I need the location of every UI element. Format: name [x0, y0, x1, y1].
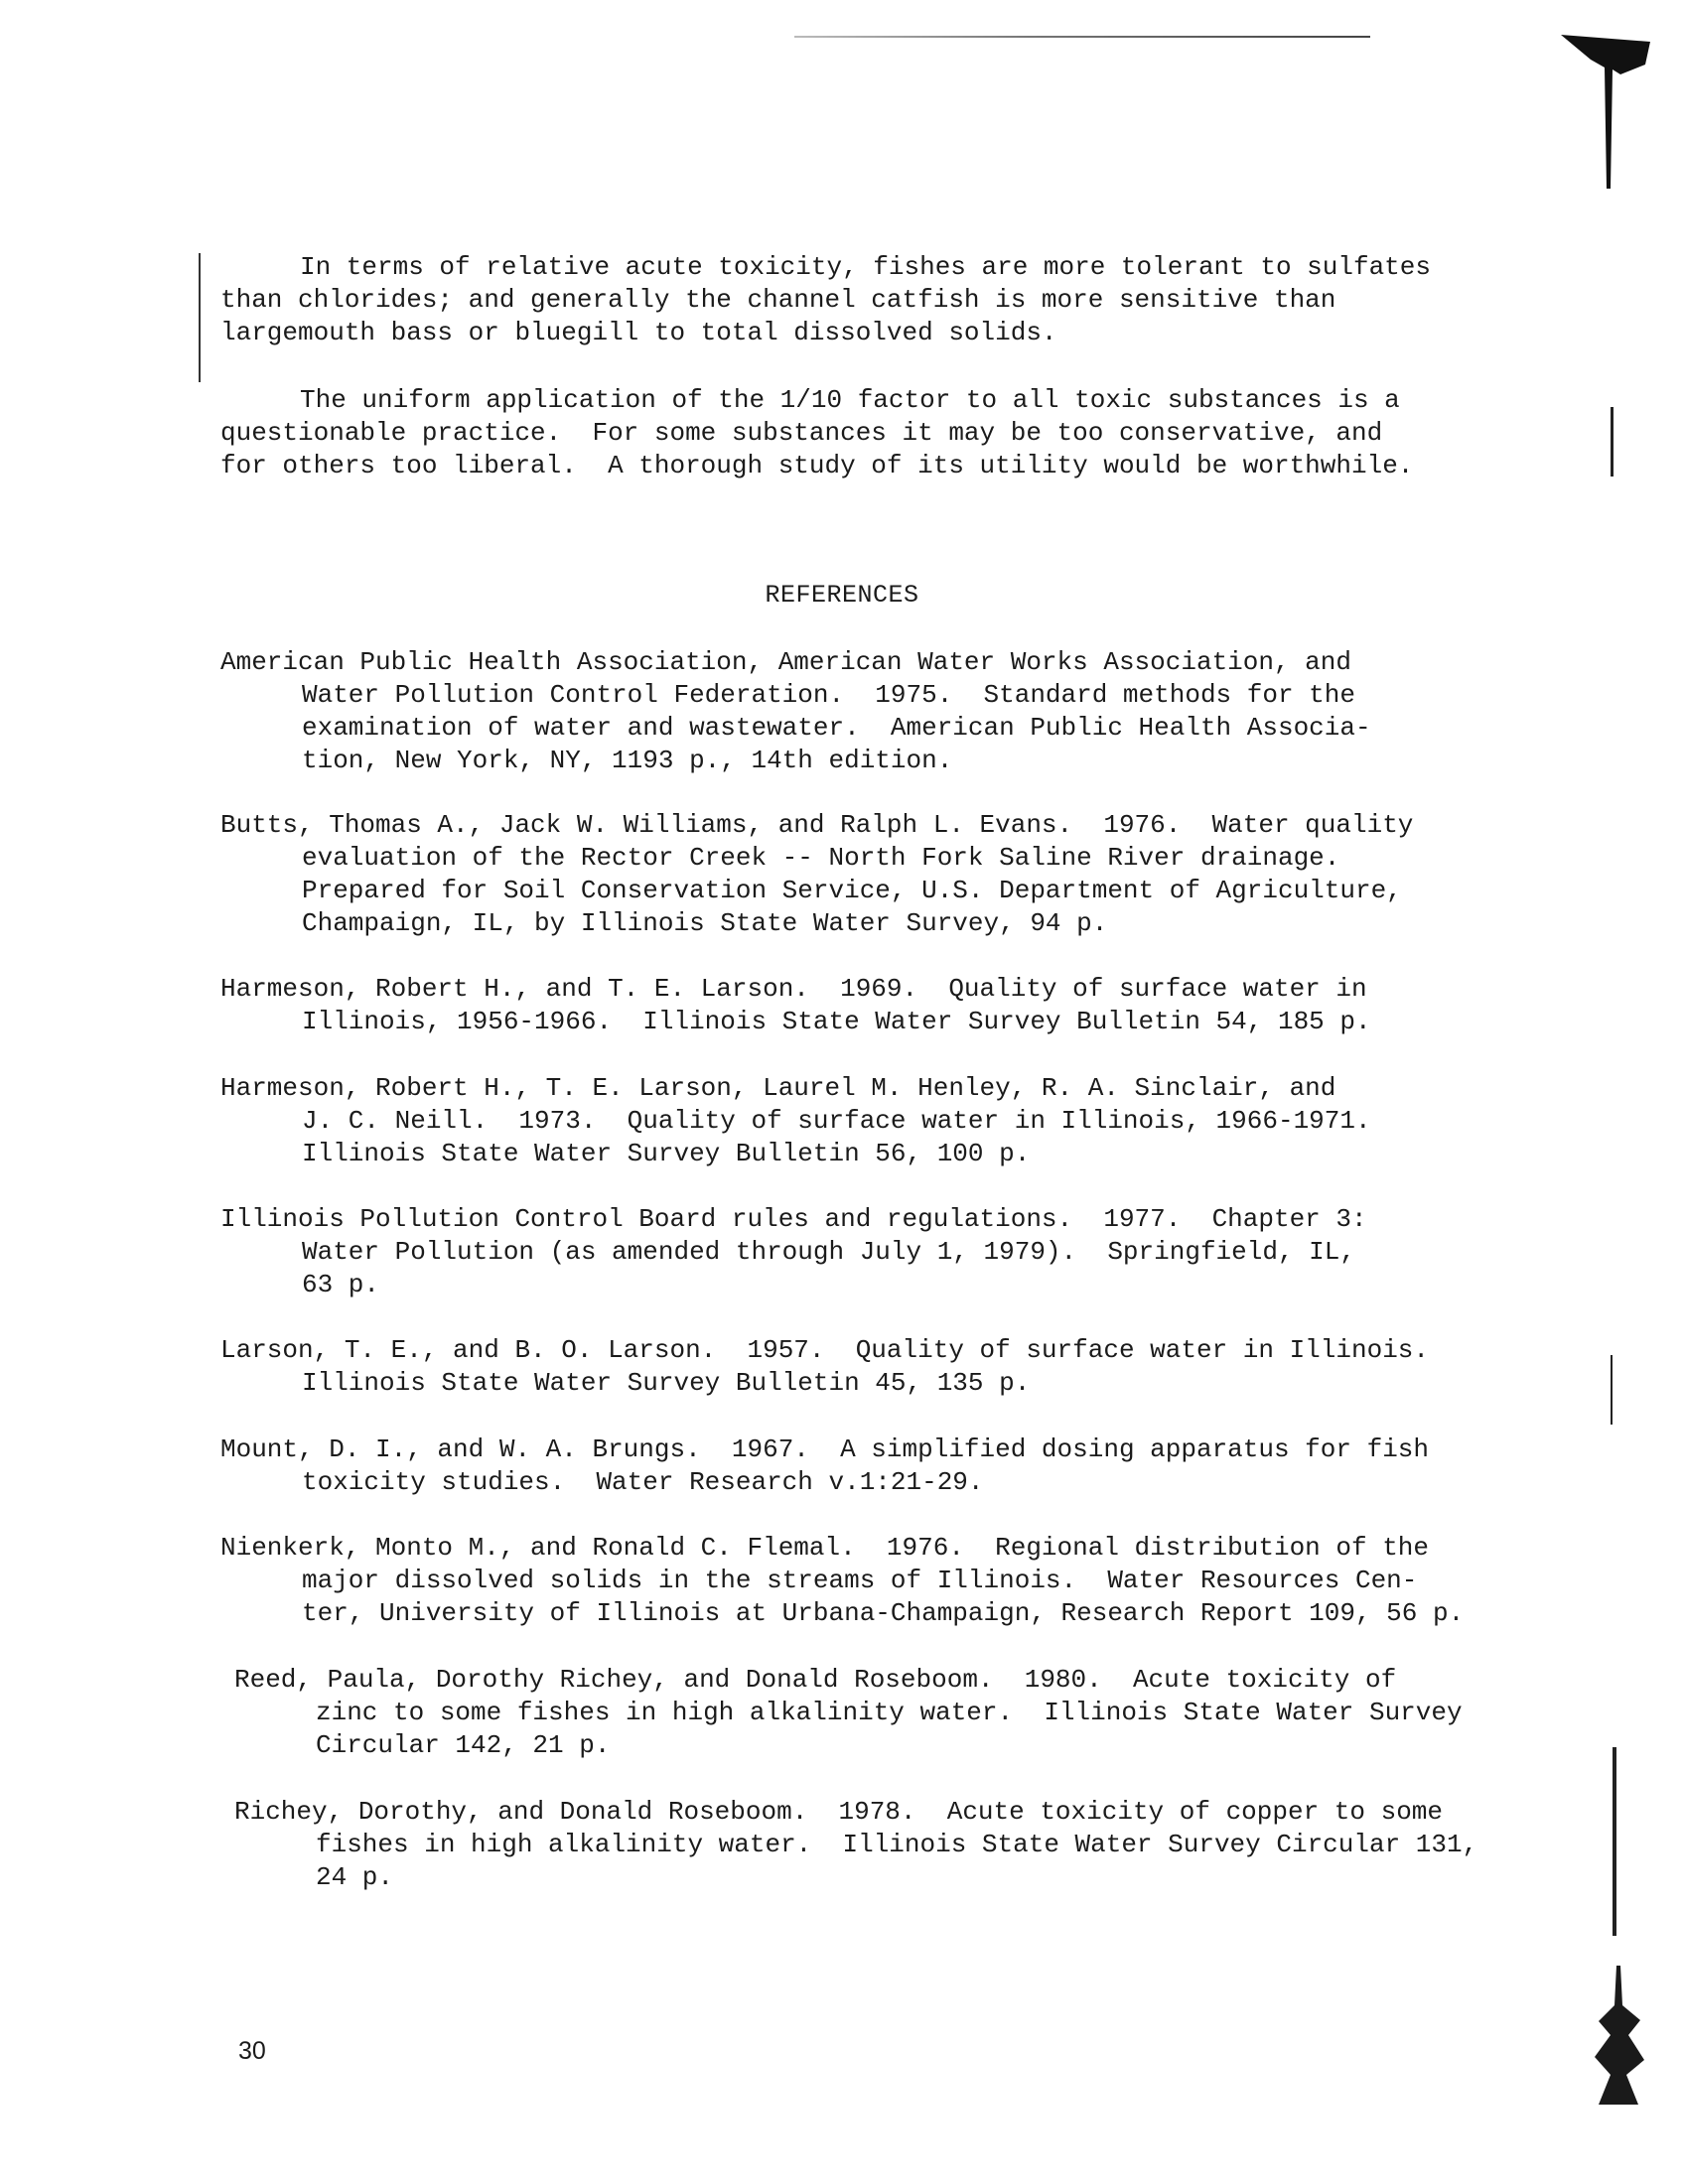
text-line: toxicity studies. Water Research v.1:21-29. [302, 1467, 984, 1497]
text-line: examination of water and wastewater. American Public Health Associa- [302, 713, 1371, 743]
text-line: Harmeson, Robert H., T. E. Larson, Laurel M. Henley, R. A. Sinclair, and [220, 1073, 1336, 1103]
text-line: evaluation of the Rector Creek -- North Fork Saline River drainage. [302, 843, 1340, 873]
scan-artifact-edge-mark [1611, 1355, 1613, 1425]
intro-paragraph-1 [220, 251, 1511, 349]
references-heading: REFERENCES [765, 581, 919, 610]
text-line: major dissolved solids in the streams of Illinois. Water Resources Cen- [302, 1566, 1418, 1595]
reference-entry [220, 1203, 1551, 1301]
text-line: largemouth bass or bluegill to total dissolved solids. [220, 318, 1057, 347]
reference-entry [234, 1796, 1565, 1894]
text-line: fishes in high alkalinity water. Illinois State Water Survey Circular 131, [316, 1830, 1478, 1859]
text-line: Mount, D. I., and W. A. Brungs. 1967. A simplified dosing apparatus for fish [220, 1434, 1429, 1464]
text-line: 24 p. [316, 1862, 394, 1892]
text-line: Illinois State Water Survey Bulletin 56, 100 p. [302, 1139, 1031, 1168]
text-line: 63 p. [302, 1270, 380, 1299]
text-line: Larson, T. E., and B. O. Larson. 1957. Quality of surface water in Illinois. [220, 1335, 1429, 1365]
text-line: Richey, Dorothy, and Donald Roseboom. 1978. Acute toxicity of copper to some [234, 1797, 1443, 1827]
text-line: Butts, Thomas A., Jack W. Williams, and Ralph L. Evans. 1976. Water quality [220, 810, 1414, 840]
text-line: ter, University of Illinois at Urbana-Champaign, Research Report 109, 56 p. [302, 1598, 1465, 1628]
reference-entry [220, 1532, 1551, 1630]
margin-change-bar [199, 253, 201, 382]
reference-entry [220, 646, 1551, 777]
text-line: Illinois, 1956-1966. Illinois State Water Survey Bulletin 54, 185 p. [302, 1007, 1371, 1036]
text-line: zinc to some fishes in high alkalinity water. Illinois State Water Survey [316, 1698, 1463, 1727]
text-line: Circular 142, 21 p. [316, 1730, 611, 1760]
text-line: Prepared for Soil Conservation Service, U.S. Department of Agriculture, [302, 876, 1402, 905]
text-line: for others too liberal. A thorough study of its utility would be worthwhile. [220, 451, 1414, 480]
intro-paragraph-2 [220, 384, 1511, 482]
text-line: In terms of relative acute toxicity, fishes are more tolerant to sulfates [300, 252, 1431, 282]
scan-artifact-edge-mark [1613, 1747, 1616, 1936]
text-line: Champaign, IL, by Illinois State Water Survey, 94 p. [302, 908, 1108, 938]
reference-entry [220, 973, 1551, 1038]
reference-entry [220, 809, 1551, 940]
reference-entry [220, 1334, 1551, 1400]
page-number: 30 [238, 2037, 266, 2065]
text-line: Illinois State Water Survey Bulletin 45, 135 p. [302, 1368, 1031, 1398]
text-line: than chlorides; and generally the channel catfish is more sensitive than [220, 285, 1336, 315]
text-line: Water Pollution Control Federation. 1975. Standard methods for the [302, 680, 1355, 710]
text-line: Nienkerk, Monto M., and Ronald C. Flemal. 1976. Regional distribution of the [220, 1533, 1429, 1563]
scan-artifact-corner-mark [1561, 30, 1650, 189]
text-line: tion, New York, NY, 1193 p., 14th edition. [302, 746, 953, 775]
reference-entry [220, 1072, 1551, 1170]
reference-entry [234, 1664, 1565, 1762]
reference-entry [220, 1433, 1551, 1499]
text-line: Illinois Pollution Control Board rules and regulations. 1977. Chapter 3: [220, 1204, 1367, 1234]
scan-artifact-edge-mark [1611, 407, 1614, 477]
text-line: questionable practice. For some substances it may be too conservative, and [220, 418, 1383, 448]
text-line: Water Pollution (as amended through July 1, 1979). Springfield, IL, [302, 1237, 1355, 1267]
text-line: Reed, Paula, Dorothy Richey, and Donald Roseboom. 1980. Acute toxicity of [234, 1665, 1397, 1695]
text-line: Harmeson, Robert H., and T. E. Larson. 1969. Quality of surface water in [220, 974, 1367, 1004]
text-line: The uniform application of the 1/10 factor to all toxic substances is a [300, 385, 1400, 415]
scan-artifact-bottom-mark [1589, 1966, 1648, 2115]
scan-artifact-top-line [794, 36, 1370, 38]
text-line: J. C. Neill. 1973. Quality of surface water in Illinois, 1966-1971. [302, 1106, 1371, 1136]
text-line: American Public Health Association, American Water Works Association, and [220, 647, 1351, 677]
